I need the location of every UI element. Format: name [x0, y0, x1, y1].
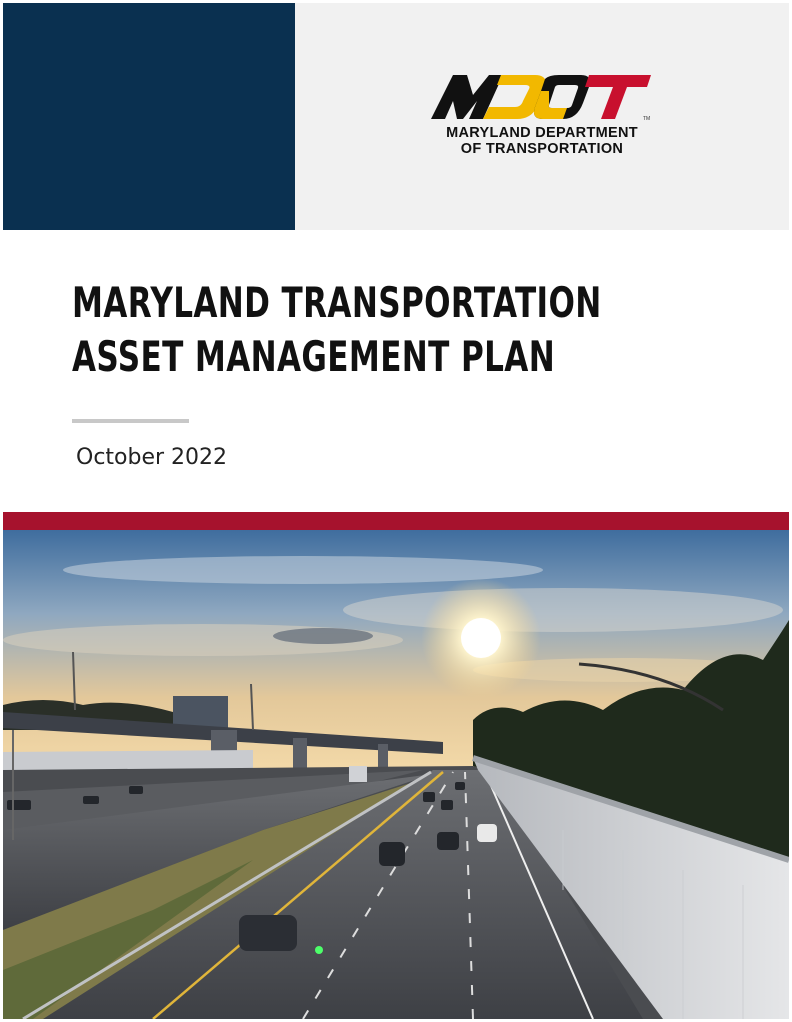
title-line-1: MARYLAND TRANSPORTATION: [72, 278, 602, 327]
title-line-2: ASSET MANAGEMENT PLAN: [72, 332, 556, 381]
logo-panel: [295, 3, 789, 230]
publication-date: October 2022: [76, 445, 228, 470]
logo-line-2: OF TRANSPORTATION: [460, 141, 624, 157]
red-accent-band: [3, 512, 789, 530]
document-title: [72, 276, 602, 384]
navy-color-block: [3, 3, 295, 230]
svg-text:TM: TM: [643, 116, 651, 121]
title-divider: [72, 419, 189, 423]
highway-photo-image: [3, 530, 789, 1019]
cover-photo-highway-sunset: [3, 530, 789, 1019]
mdot-wordmark-icon: [431, 73, 653, 121]
logo-line-1: MARYLAND DEPARTMENT: [446, 125, 638, 141]
mdot-logo: [431, 73, 653, 157]
